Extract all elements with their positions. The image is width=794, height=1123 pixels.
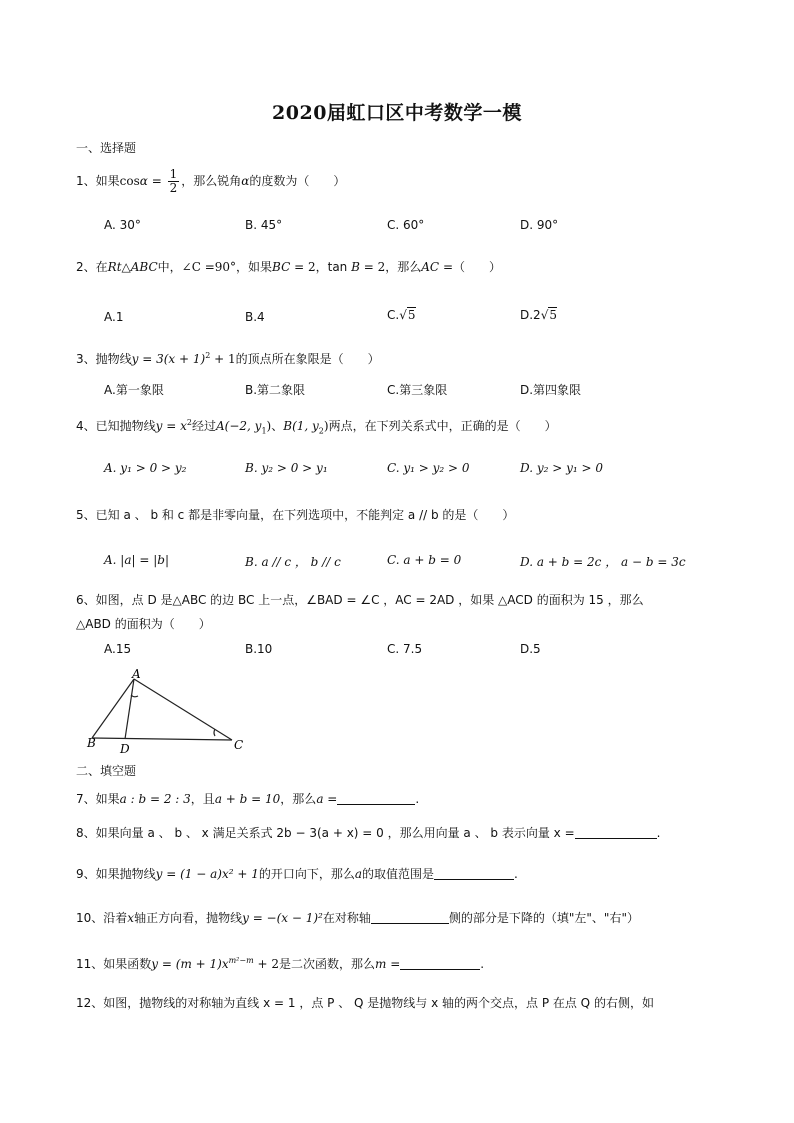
fraction-numerator: 1 bbox=[169, 167, 178, 181]
question-text: . bbox=[415, 792, 420, 806]
math-var: Rt bbox=[107, 260, 122, 274]
math-expr: a = bbox=[316, 792, 338, 806]
math-exponent: m²−m bbox=[228, 956, 254, 965]
option-a: A. |a| = |b| bbox=[104, 553, 169, 567]
question-text: 的度数为（ ） bbox=[249, 174, 346, 188]
question-3 bbox=[76, 348, 380, 367]
answer-blank[interactable] bbox=[337, 792, 415, 805]
question-4: 4、已知抛物线$y = x^2$经过A(−2, $y_1$)、B(1, $y_2$)两点，在下列关系式中，正确的是（ ） bbox=[76, 418, 557, 436]
question-text: ，且 bbox=[190, 792, 215, 806]
question-number: 11、 bbox=[76, 957, 104, 971]
question-text: 如果抛物线 bbox=[95, 867, 156, 881]
option-b: B.4 bbox=[245, 310, 265, 324]
answer-blank[interactable] bbox=[575, 826, 657, 839]
question-text: 抛物线 bbox=[95, 352, 132, 366]
math-expr: a + b = 10 bbox=[214, 792, 281, 806]
option-c: C.√5 bbox=[387, 308, 416, 322]
math-expr: y = −(x − 1)² bbox=[242, 911, 323, 925]
triangle-symbol: △ bbox=[121, 260, 131, 274]
math-var: α bbox=[139, 174, 148, 188]
segment-ad bbox=[125, 679, 134, 739]
math-var: ABC bbox=[130, 260, 158, 274]
question-text: ，那么 bbox=[385, 260, 422, 274]
label-d: D bbox=[120, 742, 130, 756]
question-text: 如图，抛物线的对称轴为直线 x = 1 ，点 P 、 Q 是抛物线与 x 轴的两个交点，点 P 在点 Q 的右侧，如 bbox=[103, 996, 654, 1010]
math-exponent: 2 bbox=[186, 418, 192, 427]
question-number: 6、 bbox=[76, 593, 96, 607]
math-eq: = bbox=[147, 174, 166, 188]
question-text: 如图，点 D 是△ABC 的边 BC 上一点，∠BAD = ∠C ，AC = 2AD ，如果 △ACD 的面积为 15 ，那么 bbox=[95, 593, 644, 607]
option-a: A. 30° bbox=[104, 218, 141, 232]
question-10 bbox=[76, 910, 639, 926]
label-c: C bbox=[234, 738, 244, 752]
sqrt-radicand: 5 bbox=[407, 308, 416, 322]
question-text: 沿着 bbox=[103, 911, 128, 925]
option-a: A. y₁ > 0 > y₂ bbox=[104, 461, 187, 475]
fraction-denominator: 2 bbox=[169, 181, 178, 195]
question-text: ，那么锐角 bbox=[181, 174, 242, 188]
math-expr: y = x bbox=[155, 419, 187, 433]
question-text: . bbox=[514, 867, 518, 881]
question-text: 已知 a 、 b 和 c 都是非零向量，在下列选项中，不能判定 a // b 的是（ ） bbox=[95, 508, 515, 522]
question-text: 在对称轴 bbox=[322, 911, 371, 925]
option-c: C. a + b = 0 bbox=[387, 553, 462, 567]
question-text: ，那么 bbox=[280, 792, 317, 806]
segment-ac bbox=[134, 679, 232, 740]
question-6-line-2: △ABD 的面积为（ ） bbox=[76, 617, 211, 631]
question-text: 的取值范围是 bbox=[362, 867, 435, 881]
angle-mark-a bbox=[131, 695, 138, 697]
question-text: 、 bbox=[271, 419, 284, 433]
question-text: . bbox=[656, 826, 661, 840]
option-a: A.15 bbox=[104, 642, 132, 656]
question-text: 如果函数 bbox=[103, 957, 152, 971]
option-d: D.5 bbox=[520, 642, 541, 656]
math-expr: a : b = 2 : 3 bbox=[119, 792, 191, 806]
option-d: D.第四象限 bbox=[520, 383, 582, 397]
page-title: 2020届虹口区中考数学一模 bbox=[272, 102, 522, 124]
triangle-figure bbox=[82, 665, 252, 760]
question-text: 如果 bbox=[95, 792, 120, 806]
math-expr: + 1 bbox=[210, 352, 236, 366]
question-7 bbox=[76, 791, 419, 807]
question-number: 5、 bbox=[76, 508, 96, 522]
math-expr: = 2 bbox=[290, 260, 316, 274]
option-d: D.2√5 bbox=[520, 308, 557, 322]
answer-blank[interactable] bbox=[434, 867, 514, 880]
option-label: D.2 bbox=[520, 308, 541, 322]
question-text: 在 bbox=[95, 260, 108, 274]
question-text: 轴正方向看，抛物线 bbox=[134, 911, 243, 925]
question-number: 7、 bbox=[76, 792, 96, 806]
math-var: BC bbox=[272, 260, 291, 274]
option-b: B. 45° bbox=[245, 218, 283, 232]
question-text: 已知抛物线 bbox=[95, 419, 156, 433]
label-a: A bbox=[132, 667, 141, 681]
option-c: C.第三象限 bbox=[387, 383, 448, 397]
question-9 bbox=[76, 866, 518, 882]
math-var: α bbox=[241, 174, 250, 188]
section-heading-fill: 二、填空题 bbox=[76, 764, 137, 778]
option-b: B.10 bbox=[245, 642, 273, 656]
question-number: 8、 bbox=[76, 826, 96, 840]
label-b: B bbox=[87, 736, 96, 750]
math-var: m = bbox=[375, 957, 401, 971]
option-b: B. a // c ， b // c bbox=[245, 555, 341, 569]
section-heading-choice: 一、选择题 bbox=[76, 141, 137, 155]
question-6-line-1 bbox=[76, 592, 644, 608]
question-text: 的开口向下，那么 bbox=[258, 867, 355, 881]
question-text: ，如果 bbox=[236, 260, 273, 274]
math-func: cos bbox=[119, 174, 140, 188]
question-text: 经过 bbox=[191, 419, 216, 433]
question-number: 1、 bbox=[76, 174, 96, 188]
option-b: B.第二象限 bbox=[245, 383, 306, 397]
math-var: AC bbox=[421, 260, 440, 274]
question-number: 3、 bbox=[76, 352, 96, 366]
option-d: D. a + b = 2c ， a − b = 3c bbox=[520, 555, 686, 569]
question-1 bbox=[76, 168, 345, 195]
point-b: B(1, y bbox=[283, 419, 319, 433]
math-expr: = 2 bbox=[359, 260, 386, 274]
question-text: 的顶点所在象限是（ ） bbox=[235, 352, 380, 366]
question-text: 如果向量 a 、 b 、 x 满足关系式 2b − 3(a + x) = 0 ，那么用向量 a 、 b 表示向量 x = bbox=[95, 826, 575, 840]
question-12 bbox=[76, 995, 654, 1011]
math-expr: y = (m + 1)x bbox=[151, 957, 229, 971]
math-expr: + 2 bbox=[253, 957, 280, 971]
question-text: 中， bbox=[157, 260, 182, 274]
math-var: a bbox=[354, 867, 363, 881]
question-2 bbox=[76, 259, 501, 275]
segment-ba bbox=[92, 679, 134, 738]
question-number: 2、 bbox=[76, 260, 96, 274]
answer-blank[interactable] bbox=[371, 911, 449, 924]
question-8 bbox=[76, 825, 660, 841]
question-number: 10、 bbox=[76, 911, 104, 925]
option-c: C. 60° bbox=[387, 218, 425, 232]
option-a: A.1 bbox=[104, 310, 124, 324]
option-c: C. y₁ > y₂ > 0 bbox=[387, 461, 470, 475]
option-c: C. 7.5 bbox=[387, 642, 423, 656]
option-label: C. bbox=[387, 308, 400, 322]
fraction bbox=[168, 168, 180, 195]
question-number: 9、 bbox=[76, 867, 96, 881]
option-b: B. y₂ > 0 > y₁ bbox=[245, 461, 328, 475]
option-d: D. 90° bbox=[520, 218, 559, 232]
question-number: 12、 bbox=[76, 996, 104, 1010]
math-expr: ∠C =90° bbox=[181, 260, 237, 274]
question-text: 侧的部分是下降的（填"左"、"右"） bbox=[448, 911, 639, 925]
question-number: 4、 bbox=[76, 419, 96, 433]
question-text: =（ ） bbox=[439, 260, 501, 274]
math-var: B bbox=[347, 260, 360, 274]
segment-bc bbox=[92, 738, 232, 740]
option-d: D. y₂ > y₁ > 0 bbox=[520, 461, 604, 475]
sqrt-radicand: 5 bbox=[549, 308, 557, 322]
option-a: A.第一象限 bbox=[104, 383, 164, 397]
question-text: 是二次函数，那么 bbox=[279, 957, 376, 971]
math-var: x bbox=[127, 911, 135, 925]
math-expr: y = 3(x + 1) bbox=[131, 352, 206, 366]
question-text: ，tan bbox=[315, 260, 348, 274]
question-text: 如果 bbox=[95, 174, 120, 188]
question-text: . bbox=[480, 957, 485, 971]
question-11 bbox=[76, 953, 484, 972]
angle-mark-c bbox=[214, 729, 215, 736]
answer-blank[interactable] bbox=[400, 957, 480, 970]
math-expr: y = (1 − a)x² + 1 bbox=[155, 867, 259, 881]
point-a: A(−2, y bbox=[216, 419, 262, 433]
math-exponent: 2 bbox=[205, 351, 211, 360]
question-5 bbox=[76, 507, 514, 523]
question-text: 两点，在下列关系式中，正确的是（ ） bbox=[328, 419, 557, 433]
